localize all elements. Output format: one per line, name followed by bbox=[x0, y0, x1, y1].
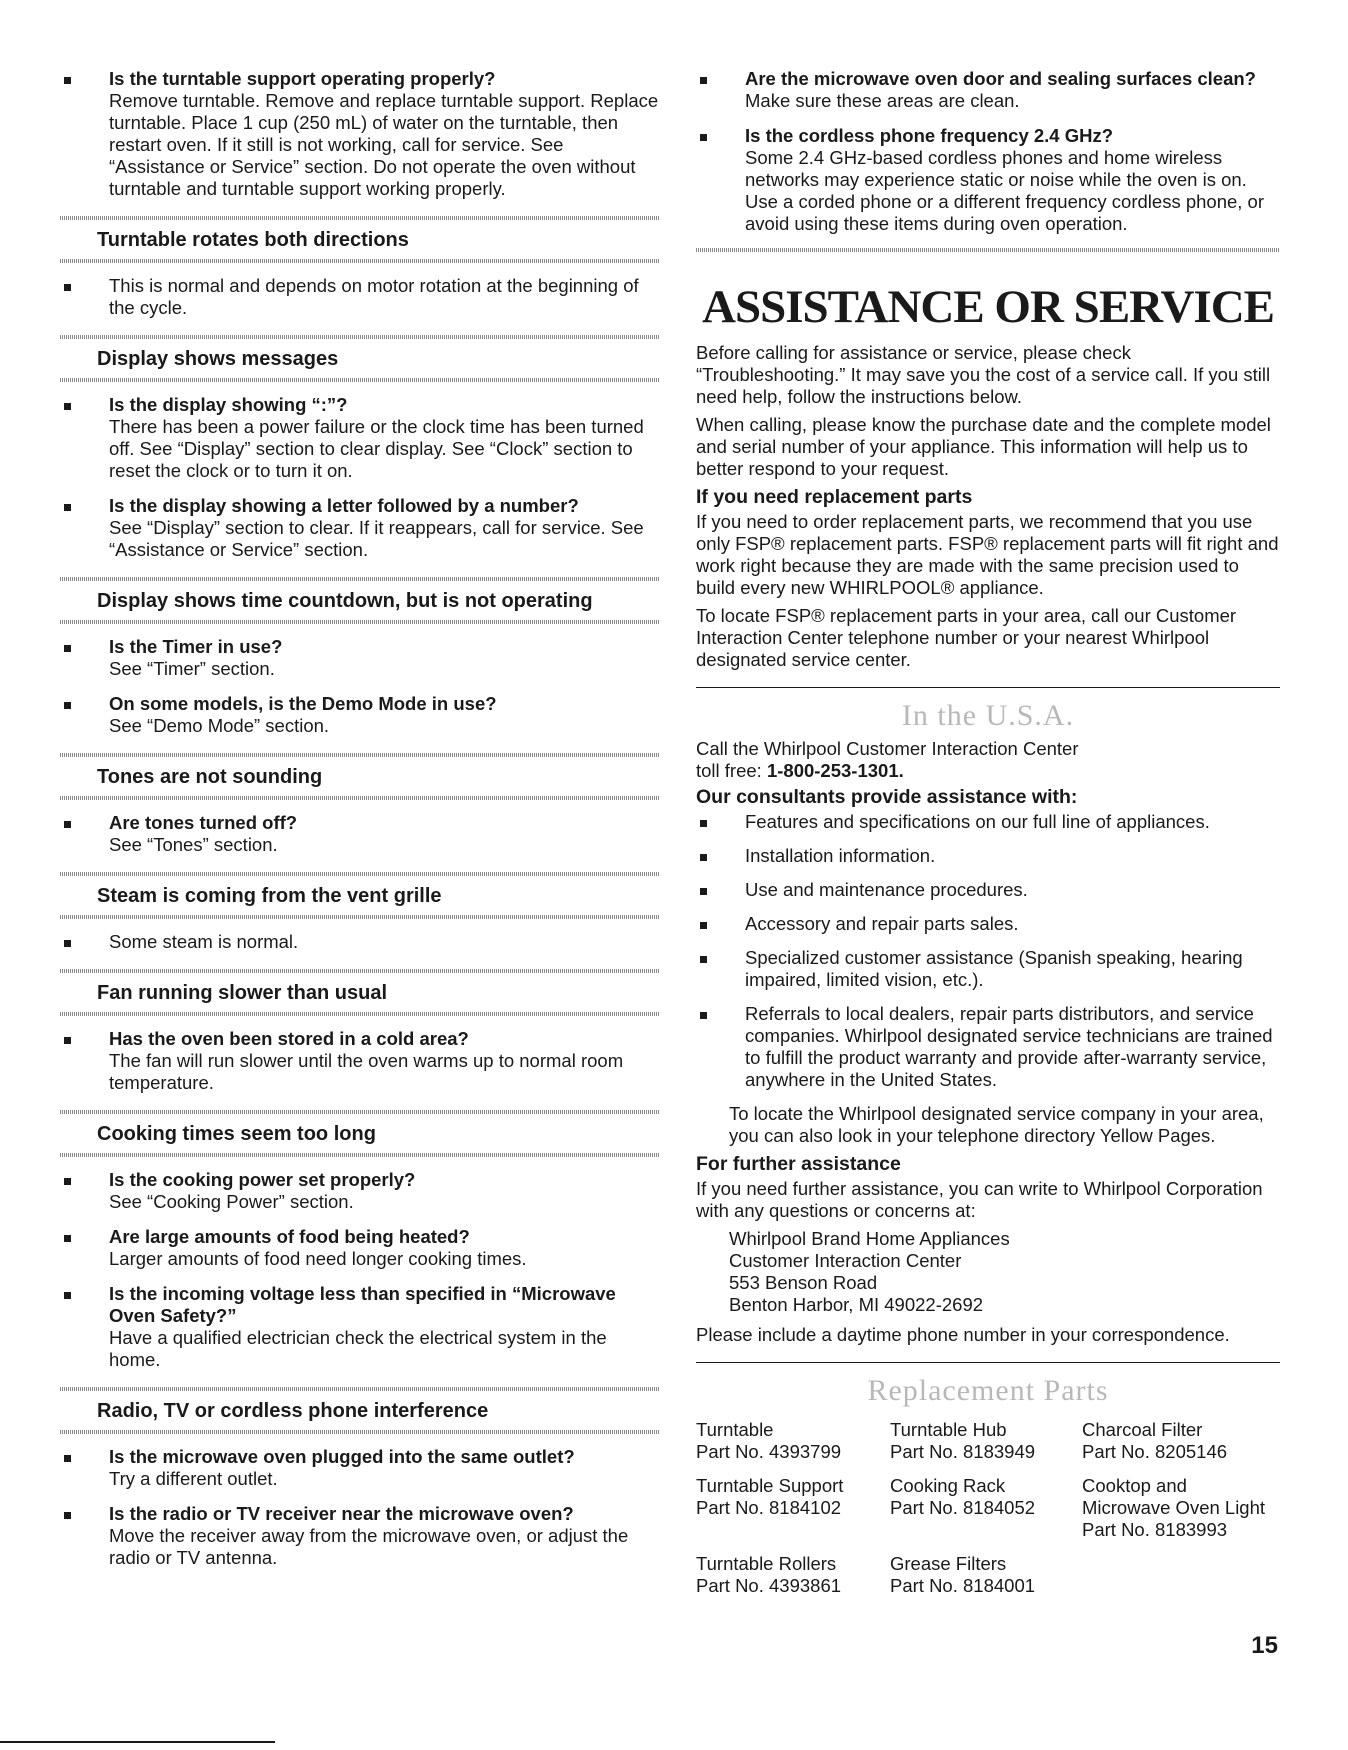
replacement-parts-subheading: If you need replacement parts bbox=[696, 486, 973, 508]
troubleshoot-item bbox=[60, 1446, 660, 1490]
address-line: 553 Benson Road bbox=[729, 1272, 878, 1293]
answer: Remove turntable. Remove and replace turntable support. Replace turntable. Place 1 cup (250 mL) of water on the turntable, then restart oven. If it still is not working, call for service. See “Assistance or Service” section. Do not operate the oven without turntable and turntable support working properly. bbox=[109, 90, 659, 199]
address-line: Benton Harbor, MI 49022-2692 bbox=[729, 1294, 984, 1315]
troubleshoot-item bbox=[60, 812, 660, 856]
troubleshoot-item bbox=[60, 1283, 660, 1371]
troubleshoot-item bbox=[60, 495, 660, 561]
part-name: Turntable bbox=[696, 1419, 774, 1440]
trouble-section bbox=[60, 1387, 660, 1569]
trouble-section bbox=[60, 216, 660, 319]
answer: See “Timer” section. bbox=[109, 658, 275, 679]
question: Is the Timer in use? bbox=[109, 636, 283, 657]
part-number: Part No. 8183993 bbox=[1082, 1519, 1228, 1540]
question: Are large amounts of food being heated? bbox=[109, 1226, 470, 1247]
right-column bbox=[696, 68, 1280, 1597]
parts-paragraph: To locate FSP® replacement parts in your area, call our Customer Interaction Center telephone number or your nearest Whirlpool designated service center. bbox=[696, 605, 1237, 670]
answer: Move the receiver away from the microwave oven, or adjust the radio or TV antenna. bbox=[109, 1525, 629, 1568]
consultant-item bbox=[696, 947, 1280, 991]
part-entry bbox=[1082, 1475, 1272, 1541]
dotted-divider bbox=[60, 378, 660, 382]
dotted-divider bbox=[60, 1012, 660, 1016]
part-name: Turntable Hub bbox=[890, 1419, 1007, 1440]
intro-paragraph: Before calling for assistance or service, please check “Troubleshooting.” It may save you the cost of a service call. If you still need help, follow the instructions below. bbox=[696, 342, 1271, 407]
trouble-section bbox=[60, 969, 660, 1094]
parts-table bbox=[696, 1419, 1280, 1597]
question: Is the incoming voltage less than specified in “Microwave Oven Safety?” bbox=[109, 1283, 616, 1326]
section-rule bbox=[696, 1362, 1280, 1363]
trouble-section bbox=[60, 335, 660, 561]
consultant-text: Features and specifications on our full line of appliances. bbox=[745, 811, 1210, 832]
part-number: Part No. 4393861 bbox=[696, 1575, 842, 1596]
section-title: Display shows time countdown, but is not operating bbox=[97, 590, 593, 612]
answer: See “Display” section to clear. If it reappears, call for service. See “Assistance or Service” section. bbox=[109, 517, 644, 560]
answer: Make sure these areas are clean. bbox=[745, 90, 1020, 111]
question: Is the cooking power set properly? bbox=[109, 1169, 416, 1190]
consultant-list bbox=[696, 811, 1280, 1091]
question: Is the display showing “:”? bbox=[109, 394, 348, 415]
address-line: Customer Interaction Center bbox=[729, 1250, 962, 1271]
question: Is the cordless phone frequency 2.4 GHz? bbox=[745, 125, 1114, 146]
intro-paragraph: When calling, please know the purchase date and the complete model and serial number of your appliance. This information will help us to better respond to your request. bbox=[696, 414, 1271, 479]
trouble-section bbox=[60, 753, 660, 856]
consultant-item bbox=[696, 845, 1280, 867]
consultant-text: Specialized customer assistance (Spanish speaking, hearing impaired, limited vision, etc.). bbox=[745, 947, 1243, 990]
question: Are tones turned off? bbox=[109, 812, 298, 833]
consultant-text: Use and maintenance procedures. bbox=[745, 879, 1028, 900]
mailing-address bbox=[696, 1228, 1280, 1316]
section-title: Radio, TV or cordless phone interference bbox=[97, 1400, 489, 1422]
usa-heading: In the U.S.A. bbox=[901, 699, 1075, 732]
parts-paragraph: If you need to order replacement parts, we recommend that you use only FSP® replacement parts. FSP® replacement parts will fit right and work right because they are made with the same precision used to build every new WHIRLPOOL® appliance. bbox=[696, 511, 1279, 598]
consultant-item bbox=[696, 879, 1280, 901]
answer: Try a different outlet. bbox=[109, 1468, 278, 1489]
toll-label: toll free: bbox=[696, 760, 767, 781]
answer: See “Demo Mode” section. bbox=[109, 715, 330, 736]
part-name: Turntable Support bbox=[696, 1475, 844, 1496]
section-title: Cooking times seem too long bbox=[97, 1123, 376, 1145]
question: Is the display showing a letter followed by a number? bbox=[109, 495, 579, 516]
left-column bbox=[60, 68, 660, 1582]
part-number: Part No. 8184001 bbox=[890, 1575, 1036, 1596]
part-entry bbox=[890, 1475, 1082, 1541]
answer: This is normal and depends on motor rotation at the beginning of the cycle. bbox=[109, 275, 639, 318]
consultant-text: Accessory and repair parts sales. bbox=[745, 913, 1019, 934]
section-title: Fan running slower than usual bbox=[97, 982, 388, 1004]
answer: There has been a power failure or the clock time has been turned off. See “Display” section to clear display. See “Clock” section to reset the clock or to turn it on. bbox=[109, 416, 644, 481]
answer: Some 2.4 GHz-based cordless phones and home wireless networks may experience static or noise while the oven is on. Use a corded phone or a different frequency cordless phone, or avoid using these items during oven operation. bbox=[745, 147, 1265, 234]
locate-paragraph: To locate the Whirlpool designated service company in your area, you can also look in your telephone directory Yellow Pages. bbox=[729, 1103, 1264, 1146]
part-number: Part No. 8205146 bbox=[1082, 1441, 1228, 1462]
part-name: Charcoal Filter bbox=[1082, 1419, 1203, 1440]
replacement-parts-heading: Replacement Parts bbox=[867, 1374, 1109, 1407]
troubleshoot-item bbox=[696, 125, 1280, 235]
question: Is the microwave oven plugged into the same outlet? bbox=[109, 1446, 575, 1467]
trouble-section bbox=[60, 1110, 660, 1371]
answer: The fan will run slower until the oven warms up to normal room temperature. bbox=[109, 1050, 624, 1093]
address-line: Whirlpool Brand Home Appliances bbox=[729, 1228, 1010, 1249]
part-entry bbox=[890, 1419, 1082, 1463]
part-number: Part No. 8183949 bbox=[890, 1441, 1036, 1462]
dotted-divider bbox=[696, 248, 1280, 252]
part-entry bbox=[1082, 1419, 1272, 1463]
part-name: Cooktop and Microwave Oven Light bbox=[1082, 1475, 1266, 1518]
answer: See “Cooking Power” section. bbox=[109, 1191, 354, 1212]
question: Has the oven been stored in a cold area? bbox=[109, 1028, 469, 1049]
footer-line bbox=[0, 1741, 275, 1743]
further-paragraph: If you need further assistance, you can write to Whirlpool Corporation with any questions or concerns at: bbox=[696, 1178, 1263, 1221]
further-assistance-subheading: For further assistance bbox=[696, 1153, 901, 1175]
section-rule bbox=[696, 687, 1280, 688]
assistance-heading: ASSISTANCE OR SERVICE bbox=[702, 281, 1274, 333]
troubleshoot-item bbox=[60, 1028, 660, 1094]
dotted-divider bbox=[60, 1153, 660, 1157]
dotted-divider bbox=[60, 620, 660, 624]
answer: See “Tones” section. bbox=[109, 834, 278, 855]
consultant-text: Installation information. bbox=[745, 845, 936, 866]
part-entry bbox=[696, 1553, 890, 1597]
question: Are the microwave oven door and sealing surfaces clean? bbox=[745, 68, 1256, 89]
dotted-divider bbox=[60, 259, 660, 263]
section-title: Turntable rotates both directions bbox=[97, 229, 409, 251]
answer: Larger amounts of food need longer cooking times. bbox=[109, 1248, 527, 1269]
answer: Some steam is normal. bbox=[109, 931, 299, 952]
toll-free-number: 1-800-253-1301. bbox=[766, 760, 904, 781]
question: Is the turntable support operating properly? bbox=[109, 68, 496, 89]
dotted-divider bbox=[60, 1430, 660, 1434]
question: Is the radio or TV receiver near the microwave oven? bbox=[109, 1503, 574, 1524]
troubleshoot-item bbox=[60, 931, 660, 953]
troubleshoot-item bbox=[60, 693, 660, 737]
answer: Have a qualified electrician check the electrical system in the home. bbox=[109, 1327, 607, 1370]
troubleshooting-sections bbox=[60, 216, 660, 1569]
consultants-subheading: Our consultants provide assistance with: bbox=[696, 786, 1078, 808]
daytime-note: Please include a daytime phone number in your correspondence. bbox=[696, 1324, 1230, 1345]
section-title: Display shows messages bbox=[97, 348, 339, 370]
part-name: Turntable Rollers bbox=[696, 1553, 837, 1574]
part-entry bbox=[890, 1553, 1082, 1597]
dotted-divider bbox=[60, 915, 660, 919]
part-entry bbox=[696, 1475, 890, 1541]
part-name: Cooking Rack bbox=[890, 1475, 1006, 1496]
troubleshoot-item bbox=[60, 1169, 660, 1213]
troubleshoot-item bbox=[60, 636, 660, 680]
part-number: Part No. 4393799 bbox=[696, 1441, 842, 1462]
call-line: Call the Whirlpool Customer Interaction Center bbox=[696, 738, 1079, 759]
troubleshoot-item bbox=[60, 394, 660, 482]
trouble-section bbox=[60, 577, 660, 737]
troubleshoot-item bbox=[60, 1226, 660, 1270]
troubleshoot-item bbox=[60, 1503, 660, 1569]
troubleshoot-item bbox=[60, 68, 660, 200]
consultant-text: Referrals to local dealers, repair parts distributors, and service companies. Whirlpool designated service technicians are trained to fulfill the product warranty and provide after-warranty service, anywhere in the United States. bbox=[745, 1003, 1273, 1090]
trouble-section bbox=[60, 872, 660, 953]
section-title: Tones are not sounding bbox=[97, 766, 323, 788]
part-number: Part No. 8184052 bbox=[890, 1497, 1036, 1518]
call-info bbox=[696, 738, 1280, 782]
part-entry bbox=[696, 1419, 890, 1463]
consultant-item bbox=[696, 811, 1280, 833]
page-number: 15 bbox=[1251, 1632, 1278, 1659]
part-name: Grease Filters bbox=[890, 1553, 1007, 1574]
part-number: Part No. 8184102 bbox=[696, 1497, 842, 1518]
troubleshoot-item bbox=[60, 275, 660, 319]
consultant-item bbox=[696, 913, 1280, 935]
section-title: Steam is coming from the vent grille bbox=[97, 885, 442, 907]
question: On some models, is the Demo Mode in use? bbox=[109, 693, 497, 714]
consultant-item bbox=[696, 1003, 1280, 1091]
troubleshoot-item bbox=[696, 68, 1280, 112]
dotted-divider bbox=[60, 796, 660, 800]
